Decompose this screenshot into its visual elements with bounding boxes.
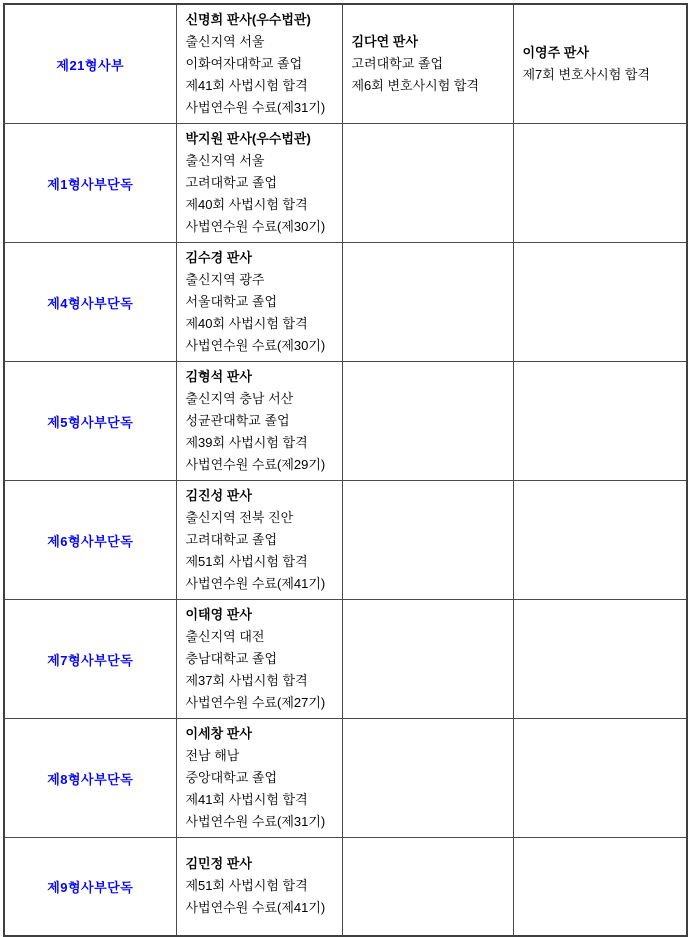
judge-detail: 출신지역 광주	[185, 272, 265, 287]
judge-detail: 제41회 사법시험 합격	[185, 78, 308, 93]
judge-detail: 제41회 사법시험 합격	[185, 792, 308, 807]
department-cell	[4, 600, 176, 719]
department-cell	[4, 4, 176, 124]
judge-name: 신명희 판사(우수법관)	[185, 12, 311, 27]
department-cell	[4, 243, 176, 362]
table-row	[4, 481, 687, 600]
judge-detail: 서울대학교 졸업	[185, 294, 278, 309]
judge-detail: 제6회 변호사시험 합격	[351, 78, 479, 93]
judge-cell	[513, 124, 687, 243]
table-row	[4, 838, 687, 936]
judge-name: 이태영 판사	[185, 607, 252, 622]
judge-name: 이세창 판사	[185, 726, 252, 741]
judge-cell	[513, 719, 687, 838]
judge-detail: 사법연수원 수료(제29기)	[185, 457, 326, 472]
department-label: 제21형사부	[56, 57, 125, 73]
department-label: 제8형사부단독	[47, 771, 134, 787]
judge-detail: 제39회 사법시험 합격	[185, 435, 308, 450]
judge-detail: 출신지역 서울	[185, 153, 265, 168]
table-row	[4, 719, 687, 838]
judge-detail: 사법연수원 수료(제30기)	[185, 338, 326, 353]
judge-detail: 고려대학교 졸업	[185, 175, 278, 190]
department-cell	[4, 124, 176, 243]
judge-cell	[342, 362, 513, 481]
department-label: 제7형사부단독	[47, 652, 134, 668]
judge-name: 김수경 판사	[185, 250, 252, 265]
judge-cell	[513, 243, 687, 362]
judge-cell	[176, 719, 342, 838]
judge-name: 김진성 판사	[185, 488, 252, 503]
judge-name: 김다연 판사	[351, 34, 418, 49]
judge-detail: 중앙대학교 졸업	[185, 770, 278, 785]
judge-detail: 제51회 사법시험 합격	[185, 878, 308, 894]
department-label: 제5형사부단독	[47, 414, 134, 430]
judge-detail: 사법연수원 수료(제27기)	[185, 695, 326, 710]
judge-cell	[342, 481, 513, 600]
judge-cell	[342, 719, 513, 838]
judge-cell	[342, 4, 513, 124]
judge-detail: 제40회 사법시험 합격	[185, 197, 308, 212]
department-label: 제9형사부단독	[47, 879, 134, 895]
table-row	[4, 124, 687, 243]
judge-cell	[176, 362, 342, 481]
judge-name: 이영주 판사	[522, 45, 589, 60]
department-cell	[4, 838, 176, 936]
judge-detail: 제51회 사법시험 합격	[185, 554, 308, 569]
judge-detail: 출신지역 충남 서산	[185, 391, 294, 406]
department-label: 제4형사부단독	[47, 295, 134, 311]
table-row	[4, 600, 687, 719]
judge-cell	[342, 600, 513, 719]
judge-cell	[342, 838, 513, 936]
judge-cell	[342, 124, 513, 243]
department-cell	[4, 362, 176, 481]
table-row	[4, 362, 687, 481]
department-cell	[4, 481, 176, 600]
department-label: 제1형사부단독	[47, 176, 134, 192]
judge-detail: 출신지역 대전	[185, 629, 265, 644]
judge-detail: 성균관대학교 졸업	[185, 413, 290, 428]
judge-detail: 고려대학교 졸업	[185, 532, 278, 547]
judge-detail: 사법연수원 수료(제30기)	[185, 219, 326, 234]
judge-detail: 전남 해남	[185, 748, 240, 763]
judge-name: 김형석 판사	[185, 369, 252, 384]
judge-detail: 출신지역 전북 진안	[185, 510, 294, 525]
judge-cell	[176, 124, 342, 243]
judge-detail: 충남대학교 졸업	[185, 651, 278, 666]
judge-detail: 고려대학교 졸업	[351, 56, 444, 71]
judge-detail: 제37회 사법시험 합격	[185, 673, 308, 688]
judge-cell	[342, 243, 513, 362]
judge-cell	[513, 4, 687, 124]
judge-detail: 제7회 변호사시험 합격	[522, 67, 650, 82]
department-cell	[4, 719, 176, 838]
judge-cell	[176, 838, 342, 936]
table-row	[4, 243, 687, 362]
judge-name: 박지원 판사(우수법관)	[185, 131, 311, 146]
judge-detail: 출신지역 서울	[185, 34, 265, 49]
judge-detail: 사법연수원 수료(제31기)	[185, 100, 326, 115]
department-label: 제6형사부단독	[47, 533, 134, 549]
judge-detail: 사법연수원 수료(제31기)	[185, 814, 326, 829]
judge-cell	[513, 362, 687, 481]
judge-detail: 이화여자대학교 졸업	[185, 56, 303, 71]
table-row	[4, 4, 687, 124]
judge-cell	[513, 838, 687, 936]
judge-cell	[513, 481, 687, 600]
judge-cell	[176, 4, 342, 124]
judge-name: 김민정 판사	[185, 856, 252, 872]
judge-detail: 사법연수원 수료(제41기)	[185, 900, 326, 916]
judge-cell	[176, 481, 342, 600]
judge-cell	[176, 600, 342, 719]
judges-table	[3, 3, 688, 937]
judge-cell	[513, 600, 687, 719]
judge-detail: 사법연수원 수료(제41기)	[185, 576, 326, 591]
judge-detail: 제40회 사법시험 합격	[185, 316, 308, 331]
judge-cell	[176, 243, 342, 362]
